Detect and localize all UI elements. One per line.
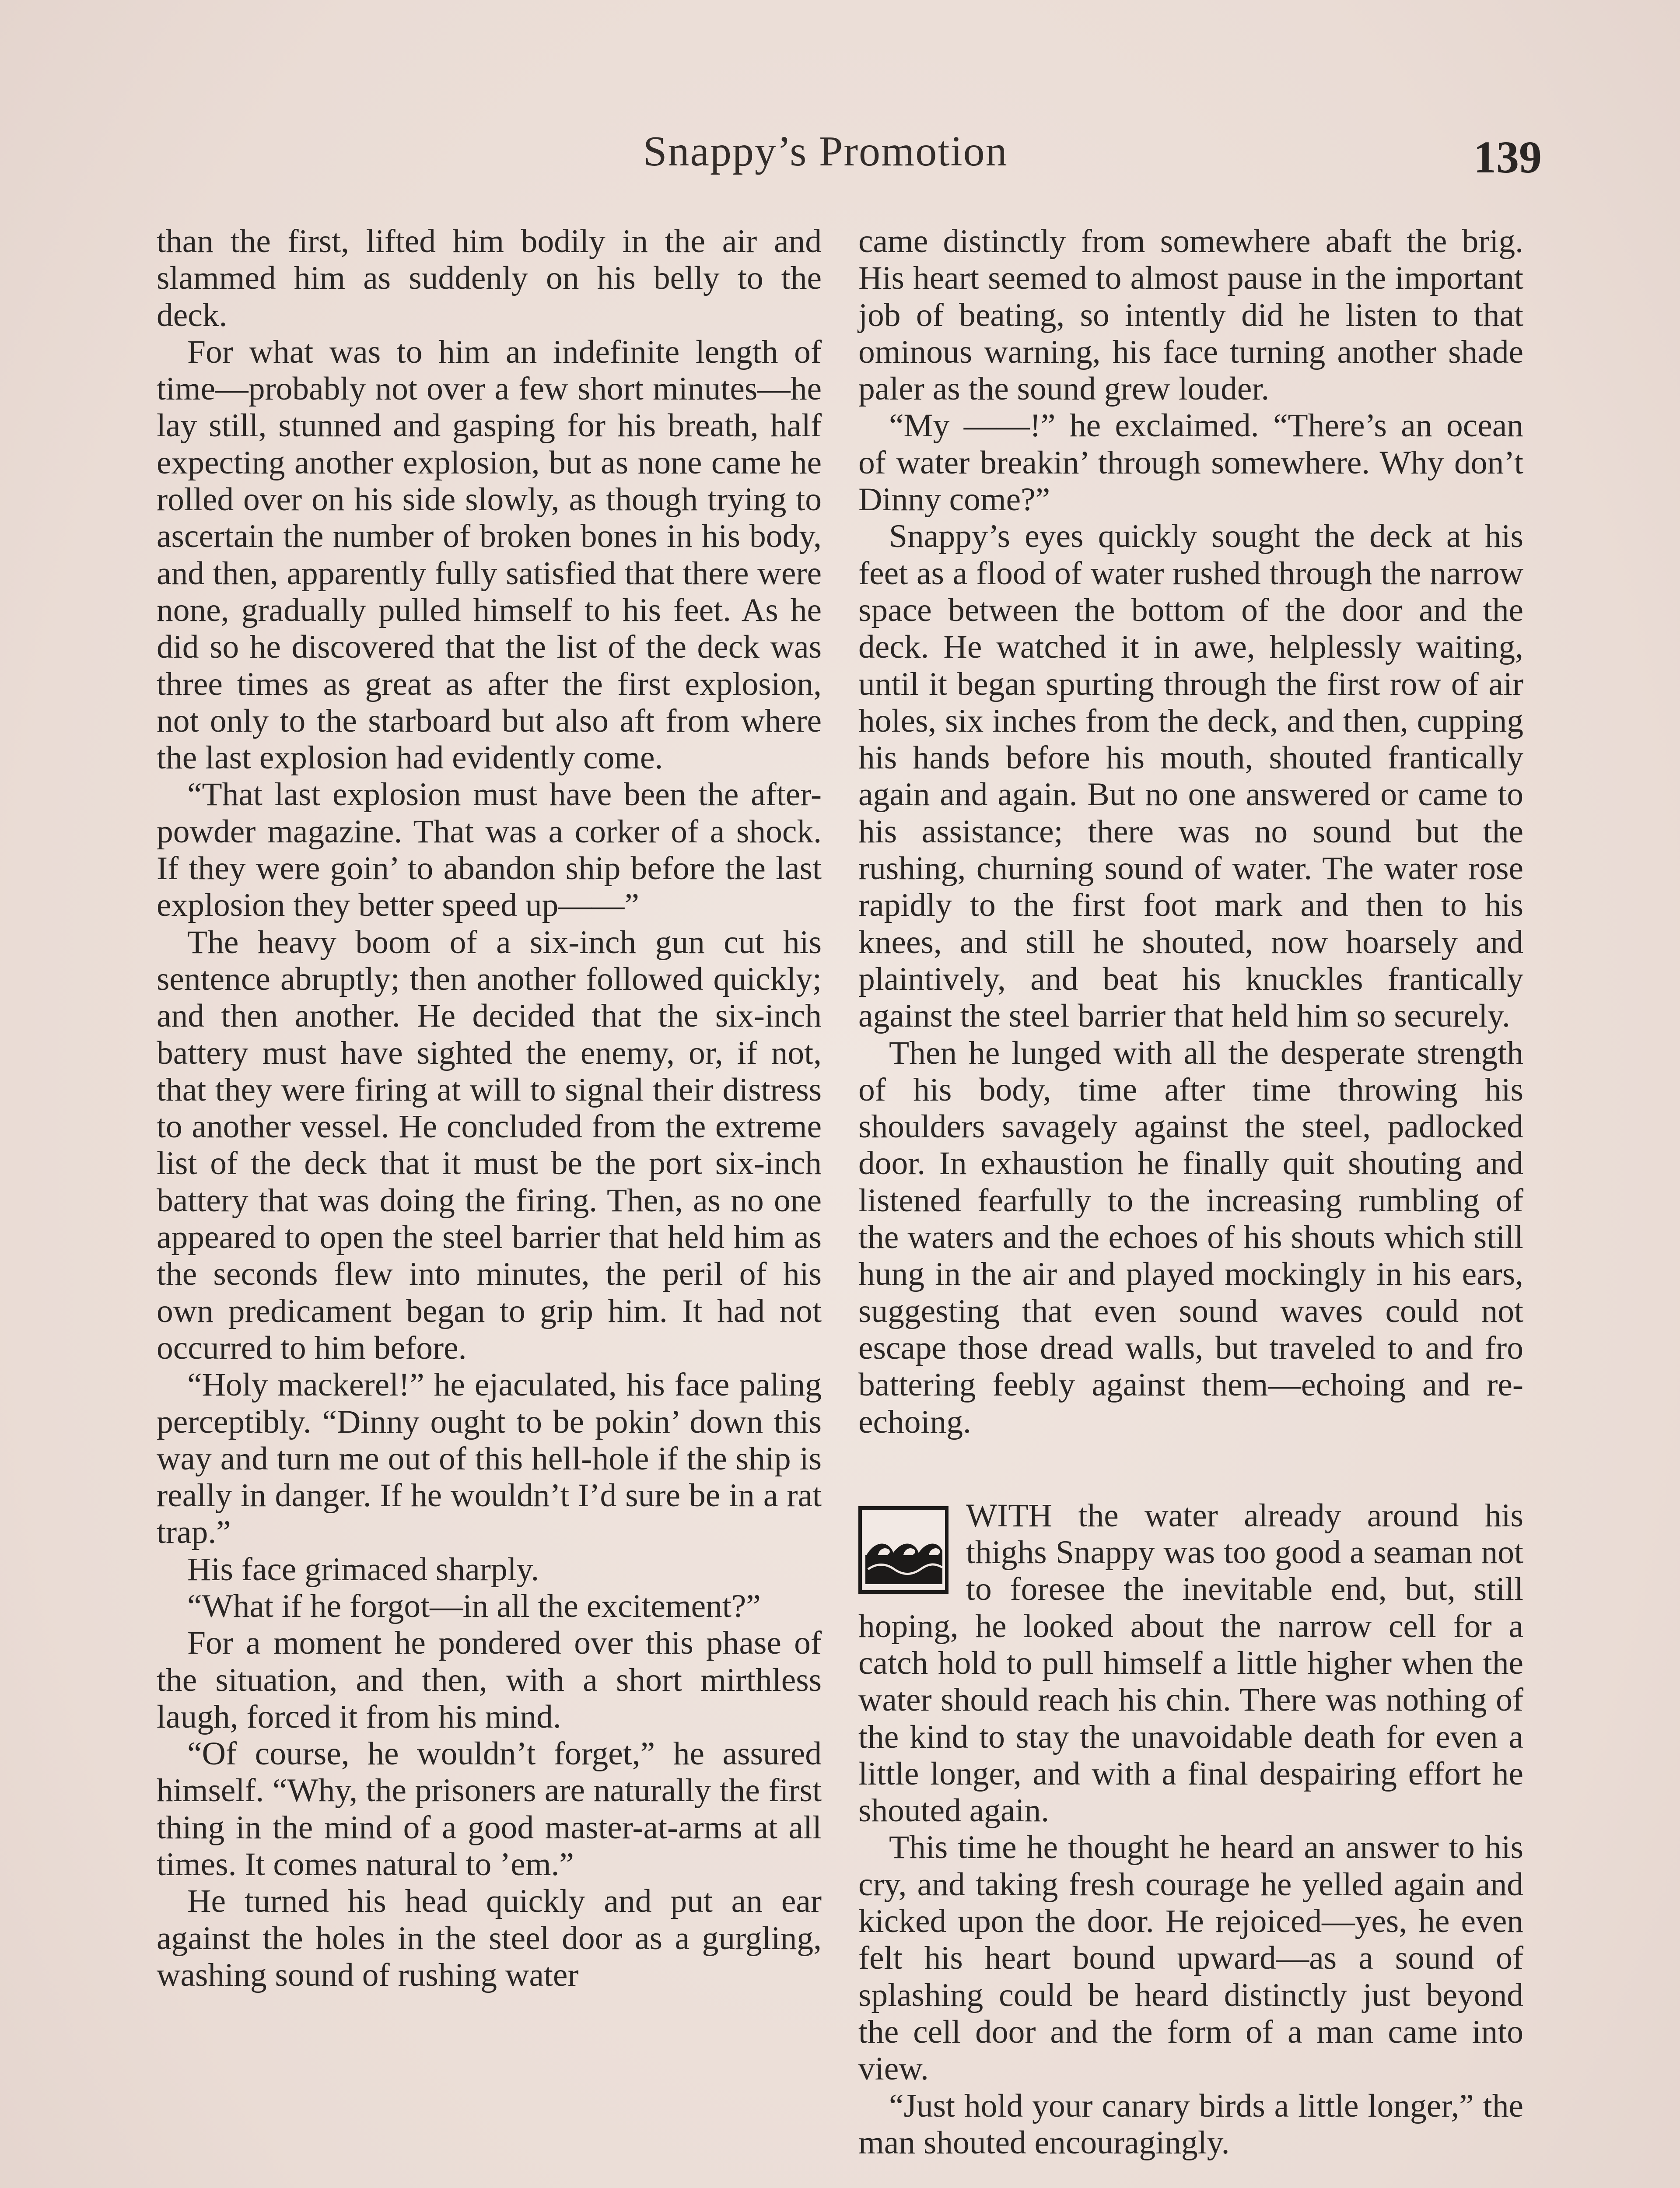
section-break — [858, 1441, 1523, 1497]
paragraph: “Just hold your canary birds a little longer,” the man shouted encouragingly. — [858, 2087, 1523, 2161]
paragraph: For a moment he pondered over this phase of the situation, and then, with a short mirthless laugh, forced it from his mind. — [157, 1625, 822, 1735]
paragraph: than the first, lifted him bodily in the air and slammed him as suddenly on his belly to the deck. — [157, 223, 822, 333]
paragraph: “Of course, he wouldn’t forget,” he assured himself. “Why, the prisoners are naturally the first thing in the mind of a good master-at-arms at all times. It comes natural to ’em.” — [157, 1736, 822, 1883]
running-header-title: Snappy’s Promotion — [643, 128, 1008, 175]
paragraph: “Holy mackerel!” he ejaculated, his face paling perceptibly. “Dinny ought to be pokin’ down this way and turn me out of this hell-hole if the ship is really in danger. If he wouldn’t I’d sure be in a rat trap.” — [157, 1367, 822, 1551]
paragraph: The heavy boom of a six-inch gun cut his sentence abruptly; then another followed quickly; and then another. He decided that the six-inch battery must have sighted the enemy, or, if not, that they were firing at will to signal their distress to another vessel. He concluded from the extreme list of the deck that it must be the port six-inch battery that was doing the firing. Then, as no one appeared to open the steel barrier that held him as the seconds flew into minutes, the peril of his own predicament began to grip him. It had not occurred to him before. — [157, 924, 822, 1366]
left-column — [157, 223, 822, 1994]
paragraph: His face grimaced sharply. — [187, 1551, 539, 1588]
right-column — [858, 223, 1523, 2161]
page-number: 139 — [1474, 132, 1542, 182]
paragraph: For what was to him an indefinite length of time—probably not over a few short minutes—he lay still, stunned and gasping for his breath, half expecting another explosion, but as none came he rolled over on his side slowly, as though trying to ascertain the number of broken bones in his body, and then, apparently fully satisfied that there were none, gradually pulled himself to his feet. As he did so he discovered that the list of the deck was three times as great as after the first explosion, not only to the starboard but also aft from where the last explosion had evidently come. — [157, 333, 822, 776]
paragraph: “My ——!” he exclaimed. “There’s an ocean of water breakin’ through somewhere. Why don’t Dinny come?” — [858, 407, 1523, 518]
section-opening-paragraph: WITH the water already around his thighs Snappy was too good a seaman not to foresee the inevitable end, but, still hoping, he looked about the narrow cell for a catch hold to pull himself a little higher when the water should reach his chin. There was nothing of the kind to stay the unavoidable death for even a little longer, and with a final despairing effort he shouted again. — [858, 1497, 1523, 1829]
paragraph: “What if he forgot—in all the excitement?” — [187, 1588, 761, 1624]
paragraph: Then he lunged with all the desperate strength of his body, time after time throwing his shoulders savagely against the steel, padlocked door. In exhaustion he finally quit shouting and listened fearfully to the increasing rumbling of the waters and the echoes of his shouts which still hung in the air and played mockingly in his ears, suggesting that even sound waves could not escape those dread walls, but traveled to and fro battering feebly against them—echoing and re-echoing. — [858, 1034, 1523, 1440]
waves-ornament-icon — [858, 1506, 948, 1594]
paragraph: Snappy’s eyes quickly sought the deck at his feet as a flood of water rushed through the narrow space between the bottom of the door and the deck. He watched it in awe, helplessly waiting, until it began spurting through the first row of air holes, six inches from the deck, and then, cupping his hands before his mouth, shouted frantically again and again. But no one answered or came to his assistance; there was no sound but the rushing, churning sound of water. The water rose rapidly to the first foot mark and then to his knees, and still he shouted, now hoarsely and plaintively, and beat his knuckles frantically against the steel barrier that held him so securely. — [858, 518, 1523, 1034]
paragraph: came distinctly from somewhere abaft the brig. His heart seemed to almost pause in the important job of beating, so intently did he listen to that ominous warning, his face turning another shade paler as the sound grew louder. — [858, 223, 1523, 407]
paragraph: He turned his head quickly and put an ear against the holes in the steel door as a gurgling, washing sound of rushing water — [157, 1883, 822, 1993]
paragraph: “That last explosion must have been the after-powder magazine. That was a corker of a shock. If they were goin’ to abandon ship before the last explosion they better speed up——” — [157, 776, 822, 924]
paragraph: This time he thought he heard an answer to his cry, and taking fresh courage he yelled again and kicked upon the door. He rejoiced—yes, he even felt his heart bound upward—as a sound of splashing could be heard distinctly just beyond the cell door and the form of a man came into view. — [858, 1829, 1523, 2087]
